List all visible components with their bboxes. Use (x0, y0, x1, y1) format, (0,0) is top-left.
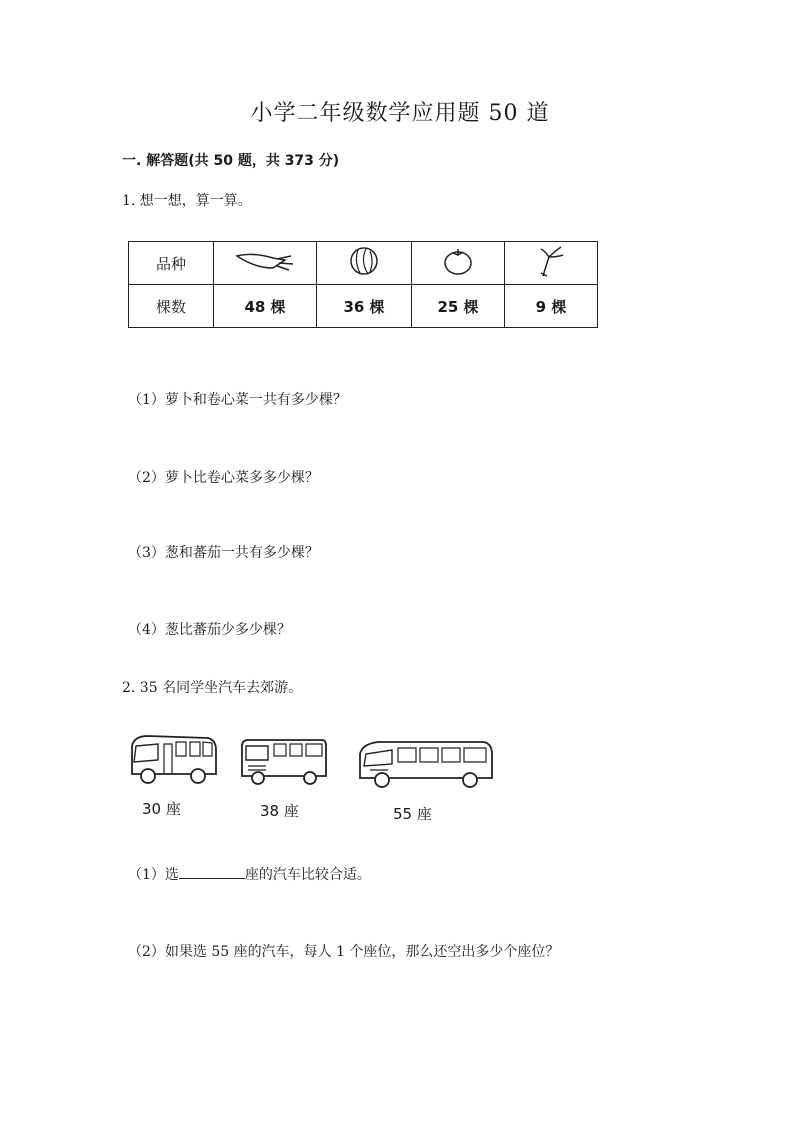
bus-icon (238, 736, 330, 788)
sub-question-suffix: 座的汽车比较合适。 (244, 867, 371, 883)
carrot-icon (214, 242, 317, 285)
bus-seat-label: 38 座 (260, 802, 299, 820)
sub-question-prefix: （1）选 (128, 867, 179, 883)
sub-question: （1）萝卜和卷心菜一共有多少棵？ (128, 392, 347, 408)
table-row (129, 242, 598, 285)
count-cell: 25 棵 (412, 285, 505, 328)
bus-seat-label: 30 座 (142, 800, 181, 818)
sub-question (128, 864, 371, 884)
bus-icon (356, 738, 496, 790)
count-cell: 9 棵 (505, 285, 598, 328)
scallion-icon (505, 242, 598, 285)
row-label-count: 棵数 (129, 285, 214, 328)
count-cell: 48 棵 (214, 285, 317, 328)
answer-blank[interactable] (179, 866, 245, 879)
section-heading: 一. 解答题(共 50 题，共 373 分) (122, 153, 340, 169)
row-label-variety: 品种 (129, 242, 214, 285)
table-row (129, 285, 598, 328)
sub-question: （4）葱比蕃茄少多少棵？ (128, 622, 291, 638)
page-title: 小学二年级数学应用题 50 道 (250, 101, 550, 126)
question-2-stem: 2. 35 名同学坐汽车去郊游。 (122, 680, 303, 696)
bus-icon (128, 732, 220, 788)
tomato-icon (412, 242, 505, 285)
bus-seat-label: 55 座 (393, 805, 432, 823)
sub-question: （2）如果选 55 座的汽车，每人 1 个座位，那么还空出多少个座位？ (128, 944, 560, 960)
count-cell: 36 棵 (317, 285, 412, 328)
sub-question: （3）葱和蕃茄一共有多少棵？ (128, 545, 319, 561)
sub-question: （2）萝卜比卷心菜多多少棵？ (128, 470, 319, 486)
vegetable-table (128, 241, 598, 328)
question-1-stem: 1. 想一想，算一算。 (122, 193, 252, 209)
cabbage-icon (317, 242, 412, 285)
